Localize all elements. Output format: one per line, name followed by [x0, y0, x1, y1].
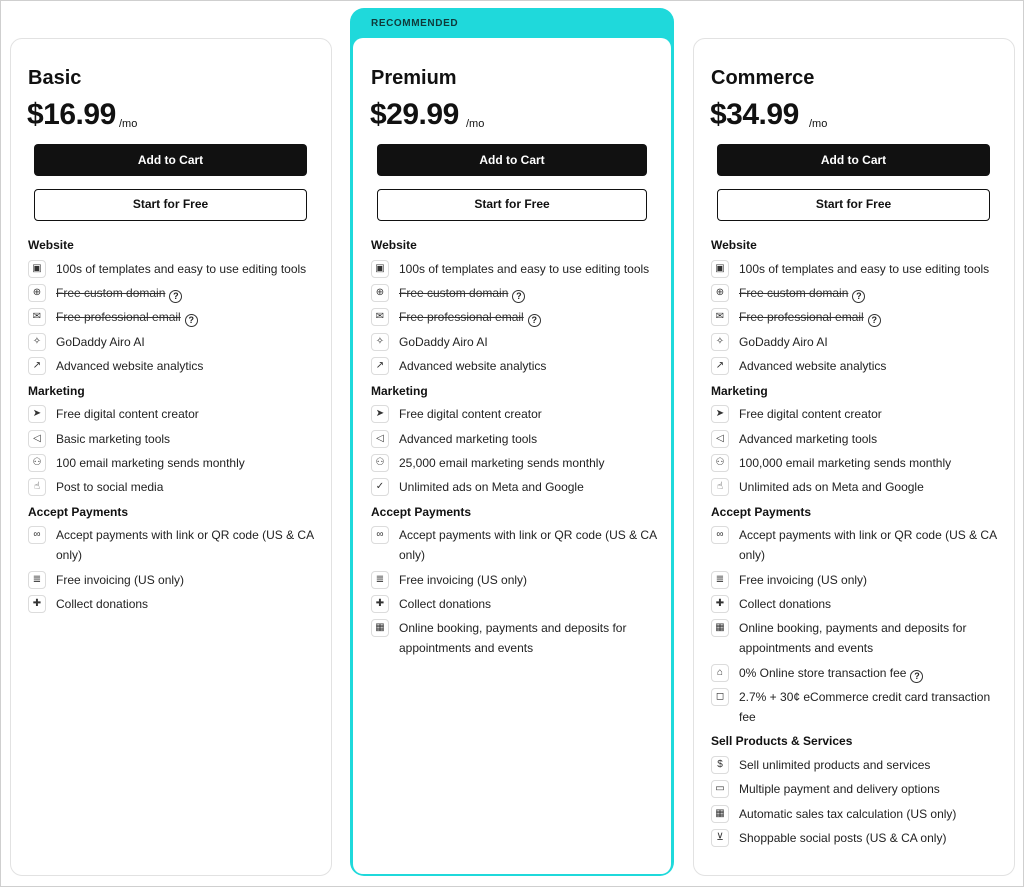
people-icon: ⚇ — [371, 454, 389, 472]
section-website: Website — [371, 238, 417, 252]
people-icon: ⚇ — [711, 454, 729, 472]
calendar-icon: ▦ — [371, 619, 389, 637]
check-square-icon: ✓ — [371, 478, 389, 496]
globe-icon: ⊕ — [711, 284, 729, 302]
price-period: /mo — [119, 118, 138, 130]
plan-price: $34.99 — [710, 98, 799, 131]
help-icon[interactable]: ? — [528, 314, 541, 327]
section-sell-products: Sell Products & Services — [711, 734, 853, 748]
add-to-cart-button[interactable]: Add to Cart — [717, 144, 990, 176]
section-marketing: Marketing — [371, 384, 428, 398]
feature-item: ◁ Advanced marketing tools — [711, 429, 1006, 449]
section-accept-payments: Accept Payments — [371, 505, 472, 519]
thumbs-up-icon: ☝ — [711, 478, 729, 496]
calculator-icon: ▦ — [711, 805, 729, 823]
add-to-cart-button[interactable]: Add to Cart — [377, 144, 647, 176]
feature-item: ▭ Multiple payment and delivery options — [711, 779, 1006, 799]
chart-icon: ↗ — [371, 357, 389, 375]
gift-icon: ✚ — [371, 595, 389, 613]
start-for-free-button[interactable]: Start for Free — [377, 189, 647, 221]
feature-item: ✧ GoDaddy Airo AI — [28, 332, 328, 352]
envelope-icon: ✉ — [371, 308, 389, 326]
people-icon: ⚇ — [28, 454, 46, 472]
sparkle-icon: ✧ — [28, 333, 46, 351]
feature-item: ⌂ 0% Online store transaction fee ? — [711, 663, 1006, 683]
section-website: Website — [28, 238, 74, 252]
bag-icon: ◻ — [711, 688, 729, 706]
chart-icon: ↗ — [28, 357, 46, 375]
help-icon[interactable]: ? — [910, 670, 923, 683]
feature-item: ↗ Advanced website analytics — [28, 356, 328, 376]
section-website: Website — [711, 238, 757, 252]
feature-item: ✚ Collect donations — [711, 594, 1006, 614]
feature-item: ☝ Post to social media — [28, 477, 328, 497]
feature-item: ▣ 100s of templates and easy to use editing tools — [371, 259, 661, 279]
gift-icon: ✚ — [711, 595, 729, 613]
send-icon: ➤ — [711, 405, 729, 423]
megaphone-icon: ◁ — [371, 430, 389, 448]
thumbs-up-icon: ☝ — [28, 478, 46, 496]
globe-icon: ⊕ — [28, 284, 46, 302]
feature-item: ✚ Collect donations — [371, 594, 661, 614]
feature-item: $ Sell unlimited products and services — [711, 755, 1006, 775]
feature-item: ✉ Free professional email ? — [711, 307, 1006, 327]
card-icon: ▭ — [711, 780, 729, 798]
invoice-icon: ≣ — [371, 571, 389, 589]
feature-item: ▦ Online booking, payments and deposits for appointments and events — [371, 618, 661, 658]
feature-item: ◻ 2.7% + 30¢ eCommerce credit card transaction fee — [711, 687, 1006, 727]
feature-item: ∞ Accept payments with link or QR code (US & CA only) — [711, 525, 1006, 565]
feature-item: ▣ 100s of templates and easy to use editing tools — [28, 259, 328, 279]
feature-item: ➤ Free digital content creator — [371, 404, 661, 424]
feature-item: ✉ Free professional email ? — [371, 307, 661, 327]
price-period: /mo — [809, 118, 828, 130]
help-icon[interactable]: ? — [512, 290, 525, 303]
start-for-free-button[interactable]: Start for Free — [717, 189, 990, 221]
help-icon[interactable]: ? — [169, 290, 182, 303]
feature-item: ➤ Free digital content creator — [28, 404, 328, 424]
feature-item: ⚇ 100 email marketing sends monthly — [28, 453, 328, 473]
help-icon[interactable]: ? — [185, 314, 198, 327]
megaphone-icon: ◁ — [28, 430, 46, 448]
plan-name: Premium — [371, 67, 457, 89]
invoice-icon: ≣ — [711, 571, 729, 589]
feature-item: ✓ Unlimited ads on Meta and Google — [371, 477, 661, 497]
link-icon: ∞ — [711, 526, 729, 544]
plan-price: $16.99 — [27, 98, 116, 131]
image-icon: ▣ — [711, 260, 729, 278]
section-marketing: Marketing — [711, 384, 768, 398]
feature-item: ↗ Advanced website analytics — [711, 356, 1006, 376]
feature-item: ▦ Automatic sales tax calculation (US only) — [711, 804, 1006, 824]
sparkle-icon: ✧ — [371, 333, 389, 351]
sparkle-icon: ✧ — [711, 333, 729, 351]
feature-item: ✚ Collect donations — [28, 594, 328, 614]
feature-item: ↗ Advanced website analytics — [371, 356, 661, 376]
globe-icon: ⊕ — [371, 284, 389, 302]
feature-item: ➤ Free digital content creator — [711, 404, 1006, 424]
feature-item: ⊕ Free custom domain ? — [711, 283, 1006, 303]
tag-icon: $ — [711, 756, 729, 774]
plan-name: Commerce — [711, 67, 815, 89]
help-icon[interactable]: ? — [852, 290, 865, 303]
feature-item: ✉ Free professional email ? — [28, 307, 328, 327]
send-icon: ➤ — [28, 405, 46, 423]
store-icon: ⌂ — [711, 664, 729, 682]
link-icon: ∞ — [371, 526, 389, 544]
feature-item: ≣ Free invoicing (US only) — [28, 570, 328, 590]
megaphone-icon: ◁ — [711, 430, 729, 448]
feature-item: ◁ Advanced marketing tools — [371, 429, 661, 449]
feature-item: ≣ Free invoicing (US only) — [371, 570, 661, 590]
feature-item: ☝ Unlimited ads on Meta and Google — [711, 477, 1006, 497]
envelope-icon: ✉ — [28, 308, 46, 326]
calendar-icon: ▦ — [711, 619, 729, 637]
feature-item: ∞ Accept payments with link or QR code (US & CA only) — [371, 525, 661, 565]
feature-item: ⚇ 100,000 email marketing sends monthly — [711, 453, 1006, 473]
chart-icon: ↗ — [711, 357, 729, 375]
feature-item: ▦ Online booking, payments and deposits for appointments and events — [711, 618, 1006, 658]
gift-icon: ✚ — [28, 595, 46, 613]
feature-item: ⊻ Shoppable social posts (US & CA only) — [711, 828, 1006, 848]
feature-item: ⊕ Free custom domain ? — [28, 283, 328, 303]
feature-item: ≣ Free invoicing (US only) — [711, 570, 1006, 590]
envelope-icon: ✉ — [711, 308, 729, 326]
feature-item: ✧ GoDaddy Airo AI — [711, 332, 1006, 352]
feature-item: ✧ GoDaddy Airo AI — [371, 332, 661, 352]
plan-price: $29.99 — [370, 98, 459, 131]
invoice-icon: ≣ — [28, 571, 46, 589]
feature-item: ▣ 100s of templates and easy to use editing tools — [711, 259, 1006, 279]
price-period: /mo — [466, 118, 485, 130]
send-icon: ➤ — [371, 405, 389, 423]
section-accept-payments: Accept Payments — [711, 505, 812, 519]
image-icon: ▣ — [371, 260, 389, 278]
start-for-free-button[interactable]: Start for Free — [34, 189, 307, 221]
feature-item: ∞ Accept payments with link or QR code (US & CA only) — [28, 525, 328, 565]
link-icon: ∞ — [28, 526, 46, 544]
cart-icon: ⊻ — [711, 829, 729, 847]
add-to-cart-button[interactable]: Add to Cart — [34, 144, 307, 176]
recommended-badge: RECOMMENDED — [371, 18, 459, 29]
section-accept-payments: Accept Payments — [28, 505, 129, 519]
feature-item: ⚇ 25,000 email marketing sends monthly — [371, 453, 661, 473]
plan-name: Basic — [28, 67, 82, 89]
feature-item: ◁ Basic marketing tools — [28, 429, 328, 449]
feature-item: ⊕ Free custom domain ? — [371, 283, 661, 303]
image-icon: ▣ — [28, 260, 46, 278]
help-icon[interactable]: ? — [868, 314, 881, 327]
section-marketing: Marketing — [28, 384, 85, 398]
